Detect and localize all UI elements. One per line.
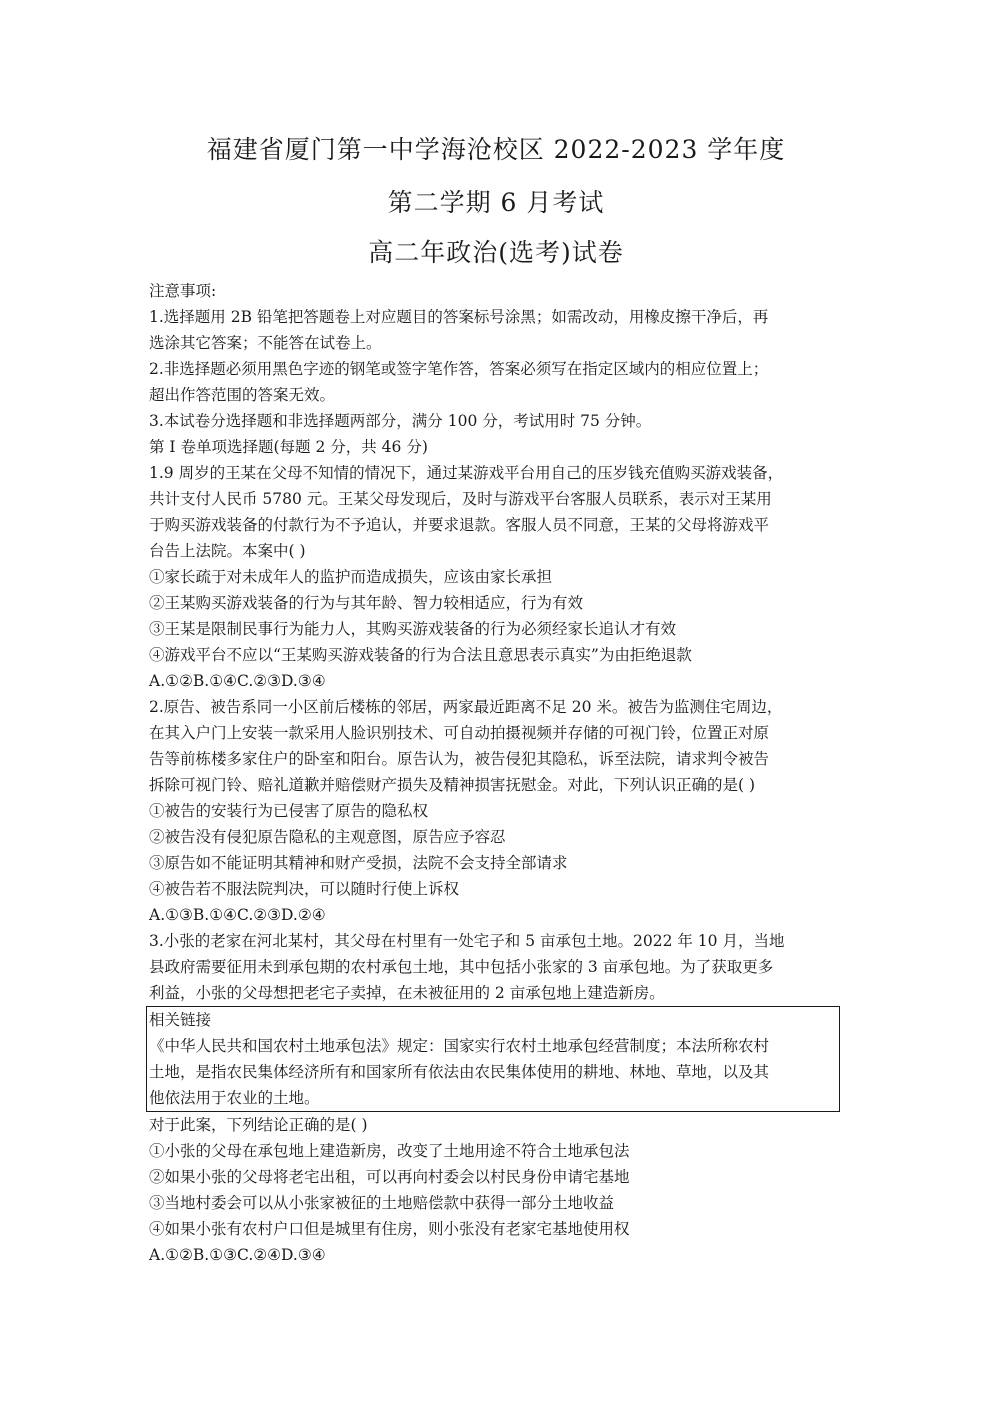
q1-choices: A.①②B.①④C.②③D.③④: [149, 672, 326, 690]
q2-option-4: ④被告若不服法院判决，可以随时行使上诉权: [149, 880, 460, 898]
q1-stem-line-3: 于购买游戏装备的付款行为不予追认，并要求退款。客服人员不同意，王某的父母将游戏平: [149, 516, 770, 534]
notice-item-2-line-1: 2.非选择题必须用黑色字迹的钢笔或签字笔作答，答案必须写在指定区域内的相应位置上；: [149, 360, 769, 378]
related-link-heading: 相关链接: [149, 1011, 212, 1029]
notice-heading: 注意事项:: [149, 282, 217, 300]
q3-option-4: ④如果小张有农村户口但是城里有住房，则小张没有老家宅基地使用权: [149, 1220, 630, 1238]
related-link-line-3: 他依法用于农业的土地。: [149, 1089, 320, 1107]
q2-option-3: ③原告如不能证明其精神和财产受损，法院不会支持全部请求: [149, 854, 568, 872]
q3-choices: A.①②B.①③C.②④D.③④: [149, 1246, 326, 1264]
exam-content: [149, 278, 843, 1268]
q1-option-1: ①家长疏于对未成年人的监护而造成损失，应该由家长承担: [149, 568, 553, 586]
q3-stem-line-3: 利益，小张的父母想把老宅子卖掉，在未被征用的 2 亩承包地上建造新房。: [149, 984, 665, 1002]
q3-stem-line-2: 县政府需要征用未到承包期的农村承包土地，其中包括小张家的 3 亩承包地。为了获取更多: [149, 958, 774, 976]
q2-option-2: ②被告没有侵犯原告隐私的主观意图，原告应予容忍: [149, 828, 506, 846]
q1-option-2: ②王某购买游戏装备的行为与其年龄、智力较相适应，行为有效: [149, 594, 584, 612]
notice-item-1-line-2: 选涂其它答案；不能答在试卷上。: [149, 334, 382, 352]
q3-option-2: ②如果小张的父母将老宅出租，可以再向村委会以村民身份申请宅基地: [149, 1168, 630, 1186]
related-link-box: [146, 1006, 840, 1112]
notice-item-3-line-1: 3.本试卷分选择题和非选择题两部分，满分 100 分，考试用时 75 分钟。: [149, 412, 652, 430]
q2-choices: A.①③B.①④C.②③D.②④: [149, 906, 326, 924]
q1-stem-line-4: 台告上法院。本案中( ): [149, 542, 306, 560]
q3-stem-line-1: 3.小张的老家在河北某村，其父母在村里有一处宅子和 5 亩承包土地。2022 年 10 月，当地: [149, 932, 785, 950]
related-link-line-1: 《中华人民共和国农村土地承包法》规定：国家实行农村土地承包经营制度；本法所称农村: [149, 1037, 770, 1055]
related-link-line-2: 土地，是指农民集体经济所有和国家所有依法由农民集体使用的耕地、林地、草地，以及其: [149, 1063, 770, 1081]
q1-option-4: ④游戏平台不应以“王某购买游戏装备的行为合法且意思表示真实”为由拒绝退款: [149, 646, 692, 664]
q2-option-1: ①被告的安装行为已侵害了原告的隐私权: [149, 802, 429, 820]
notice-item-1-line-1: 1.选择题用 2B 铅笔把答题卷上对应题目的答案标号涂黑；如需改动，用橡皮擦干净后，再: [149, 308, 769, 326]
q1-stem-line-1: 1.9 周岁的王某在父母不知情的情况下，通过某游戏平台用自己的压岁钱充值购买游戏装备，: [149, 464, 784, 482]
q3-option-3: ③当地村委会可以从小张家被征的土地赔偿款中获得一部分土地收益: [149, 1194, 615, 1212]
q1-option-3: ③王某是限制民事行为能力人，其购买游戏装备的行为必须经家长追认才有效: [149, 620, 677, 638]
exam-title-line1: 福建省厦门第一中学海沧校区 2022-2023 学年度: [206, 135, 786, 164]
exam-title-line3: 高二年政治(选考)试卷: [368, 238, 624, 267]
q2-stem-line-4: 拆除可视门铃、赔礼道歉并赔偿财产损失及精神损害抚慰金。对此，下列认识正确的是( ): [149, 776, 756, 794]
q2-stem-line-3: 告等前栋楼多家住户的卧室和阳台。原告认为，被告侵犯其隐私，诉至法院，请求判令被告: [149, 750, 770, 768]
q1-stem-line-2: 共计支付人民币 5780 元。王某父母发现后，及时与游戏平台客服人员联系，表示对王某用: [149, 490, 772, 508]
q2-stem-line-2: 在其入户门上安装一款采用人脸识别技术、可自动拍摄视频并存储的可视门铃，位置正对原: [149, 724, 770, 742]
notice-item-2-line-2: 超出作答范围的答案无效。: [149, 386, 336, 404]
exam-title-line2: 第二学期 6 月考试: [387, 188, 605, 217]
q3-question: 对于此案，下列结论正确的是( ): [149, 1116, 368, 1134]
q2-stem-line-1: 2.原告、被告系同一小区前后楼栋的邻居，两家最近距离不足 20 米。被告为监测住宅周边，: [149, 698, 783, 716]
q3-option-1: ①小张的父母在承包地上建造新房，改变了土地用途不符合土地承包法: [149, 1142, 630, 1160]
section-heading: 第 I 卷单项选择题(每题 2 分，共 46 分): [149, 438, 428, 456]
